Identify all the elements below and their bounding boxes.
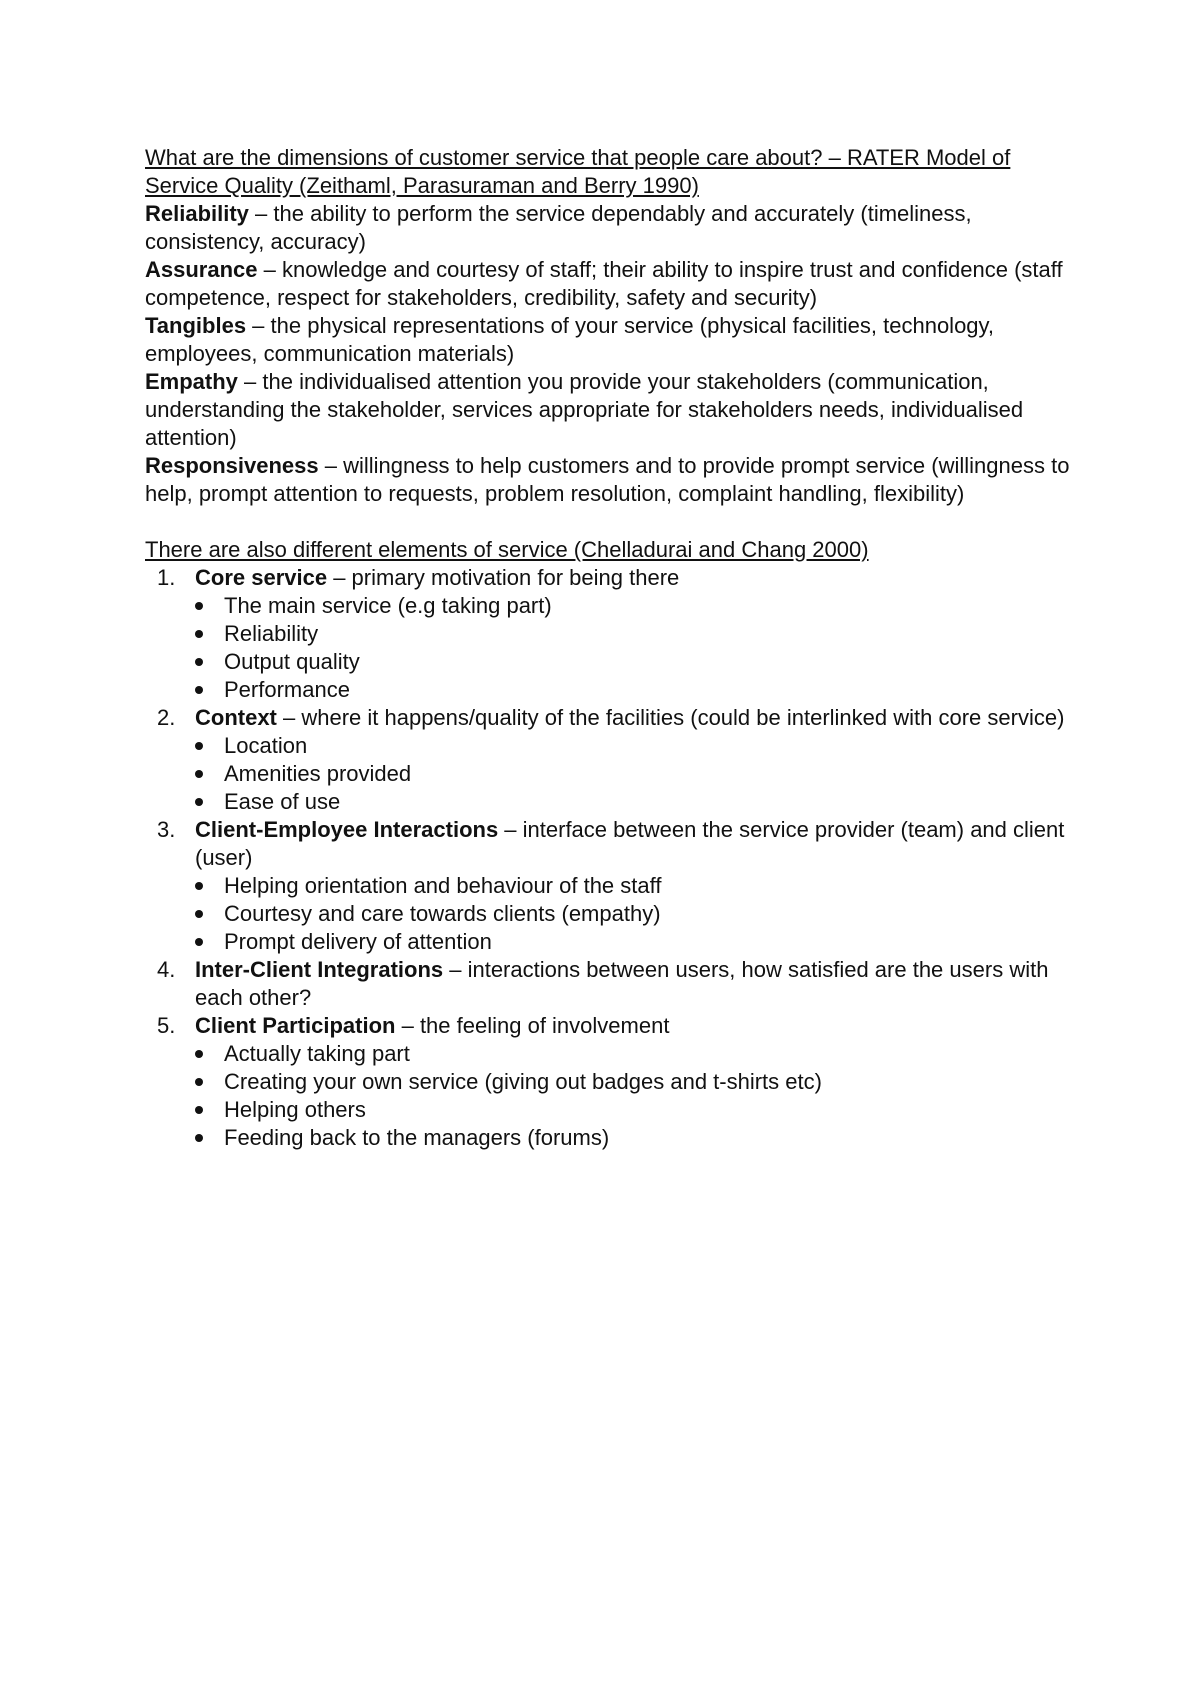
element-bullets (195, 592, 1075, 704)
list-item-text: Helping others (224, 1097, 366, 1122)
list-item-text: Ease of use (224, 789, 341, 814)
element-term: Client Participation (195, 1013, 396, 1038)
element-bullets (195, 732, 1075, 816)
list-item (195, 1124, 1075, 1152)
list-item-text: Courtesy and care towards clients (empathy) (224, 901, 661, 926)
list-item (195, 872, 1075, 900)
list-number: 2. (157, 705, 176, 730)
list-item-text: Helping orientation and behaviour of the staff (224, 873, 662, 898)
bullet-icon (195, 1078, 203, 1086)
rater-item-empathy (145, 368, 1075, 452)
list-item (195, 928, 1075, 956)
list-item (195, 1040, 1075, 1068)
list-item (195, 1068, 1075, 1096)
element-desc: – interactions between users, how satisfied are the users with each other? (195, 957, 1049, 1010)
bullet-icon (195, 1106, 203, 1114)
paragraph-gap (145, 508, 1075, 536)
list-item-text: Amenities provided (224, 761, 412, 786)
list-item (195, 900, 1075, 928)
rater-term: Reliability (145, 201, 249, 226)
list-number: 1. (157, 565, 176, 590)
element-term: Context (195, 705, 277, 730)
list-item-text: Prompt delivery of attention (224, 929, 492, 954)
list-item-text: Feeding back to the managers (forums) (224, 1125, 610, 1150)
list-item (195, 1096, 1075, 1124)
list-item-text: The main service (e.g taking part) (224, 593, 552, 618)
element-item-core-service (145, 564, 1075, 704)
bullet-icon (195, 798, 203, 806)
element-term: Client-Employee Interactions (195, 817, 499, 842)
list-item (195, 620, 1075, 648)
list-item-text: Actually taking part (224, 1041, 410, 1066)
list-item (195, 732, 1075, 760)
rater-desc: – the ability to perform the service dependably and accurately (timeliness, consistency, accuracy) (145, 201, 972, 254)
element-desc: – primary motivation for being there (327, 565, 680, 590)
rater-term: Responsiveness (145, 453, 319, 478)
element-bullets (195, 1040, 1075, 1152)
list-item (195, 648, 1075, 676)
list-item-text: Output quality (224, 649, 360, 674)
rater-item-assurance (145, 256, 1075, 312)
rater-term: Tangibles (145, 313, 247, 338)
bullet-icon (195, 686, 203, 694)
list-number: 3. (157, 817, 176, 842)
bullet-icon (195, 938, 203, 946)
element-bullets (195, 872, 1075, 956)
list-item (195, 676, 1075, 704)
rater-term: Empathy (145, 369, 238, 394)
document-page (145, 144, 1075, 1152)
list-number: 4. (157, 957, 176, 982)
rater-desc: – willingness to help customers and to provide prompt service (willingness to help, prompt attention to requests, problem resolution, complaint handling, flexibility) (145, 453, 1070, 506)
element-desc: – interface between the service provider (team) and client (user) (195, 817, 1065, 870)
rater-item-tangibles (145, 312, 1075, 368)
rater-desc: – the individualised attention you provide your stakeholders (communication, understanding the stakeholder, services appropriate for stakeholders needs, individualised attention) (145, 369, 1024, 450)
bullet-icon (195, 742, 203, 750)
bullet-icon (195, 770, 203, 778)
rater-item-responsiveness (145, 452, 1075, 508)
list-item (195, 788, 1075, 816)
element-desc: – where it happens/quality of the facilities (could be interlinked with core service) (276, 705, 1065, 730)
rater-heading: What are the dimensions of customer service that people care about? – RATER Model of Service Quality (Zeithaml, Parasuraman and Berry 1990) (145, 145, 1011, 198)
bullet-icon (195, 882, 203, 890)
bullet-icon (195, 1134, 203, 1142)
rater-term: Assurance (145, 257, 258, 282)
element-item-context (145, 704, 1075, 816)
bullet-icon (195, 630, 203, 638)
list-item (195, 592, 1075, 620)
list-item-text: Location (224, 733, 308, 758)
bullet-icon (195, 658, 203, 666)
element-term: Core service (195, 565, 328, 590)
element-item-inter-client-integrations (145, 956, 1075, 1012)
element-item-client-participation (145, 1012, 1075, 1152)
list-number: 5. (157, 1013, 176, 1038)
rater-desc: – knowledge and courtesy of staff; their ability to inspire trust and confidence (staff competence, respect for stakeholders, credibility, safety and security) (145, 257, 1063, 310)
list-item-text: Reliability (224, 621, 319, 646)
bullet-icon (195, 1050, 203, 1058)
rater-desc: – the physical representations of your service (physical facilities, technology, employees, communication materials) (145, 313, 995, 366)
element-term: Inter-Client Integrations (195, 957, 444, 982)
bullet-icon (195, 910, 203, 918)
elements-list (145, 564, 1075, 1152)
list-item (195, 760, 1075, 788)
element-item-client-employee-interactions (145, 816, 1075, 956)
list-item-text: Performance (224, 677, 350, 702)
list-item-text: Creating your own service (giving out badges and t-shirts etc) (224, 1069, 822, 1094)
elements-heading: There are also different elements of service (Chelladurai and Chang 2000) (145, 537, 869, 562)
element-desc: – the feeling of involvement (395, 1013, 670, 1038)
bullet-icon (195, 602, 203, 610)
rater-item-reliability (145, 200, 1075, 256)
